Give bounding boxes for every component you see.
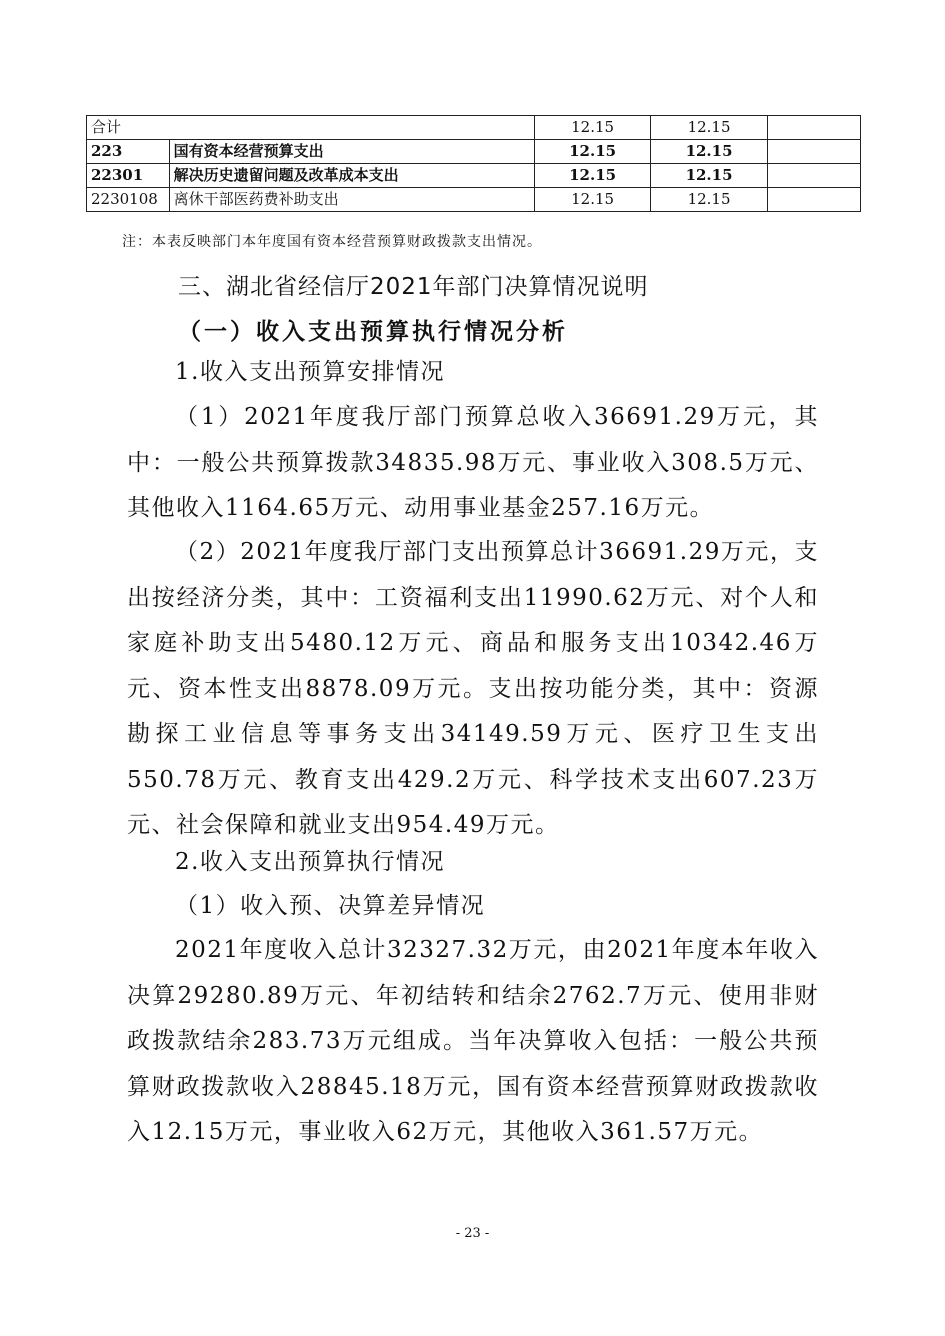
table-cell-value: 12.15 [534,164,650,188]
table-cell-value [767,188,860,212]
paragraph: 1.收入支出预算安排情况 [175,359,445,385]
table-cell-value: 12.15 [534,140,650,164]
table-cell-name: 离休干部医药费补助支出 [169,188,534,212]
table-note: 注：本表反映部门本年度国有资本经营预算财政拨款支出情况。 [122,234,542,250]
table-cell-name: 国有资本经营预算支出 [169,140,534,164]
table-cell-value: 12.15 [651,140,767,164]
table-cell-name: 解决历史遗留问题及改革成本支出 [169,164,534,188]
table-cell-code: 223 [87,140,170,164]
paragraph: （1）收入预、决算差异情况 [175,893,486,919]
table-cell-code: 22301 [87,164,170,188]
table-cell-value: 12.15 [651,188,767,212]
table-row [87,164,861,188]
table-cell-value [767,116,860,140]
table-cell-value: 12.15 [651,164,767,188]
table-cell-value: 12.15 [534,116,650,140]
table-cell-code: 合计 [87,116,535,140]
table-cell-value: 12.15 [651,116,767,140]
table-row [87,188,861,212]
paragraph: （2）2021年度我厅部门支出预算总计36691.29万元，支出按经济分类，其中：工资福利支出11990.62万元、对个人和家庭补助支出5480.12万元、商品和服务支出10342.46万元、资本性支出8878.09万元。支出按功能分类，其中：资源勘探工业信息等事务支出34149.59万元、医疗卫生支出550.78万元、教育支出429.2万元、科学技术支出607.23万元、社会保障和就业支出954.49万元。 [127,539,819,838]
table-cell-code: 2230108 [87,188,170,212]
table-cell-value: 12.15 [534,188,650,212]
subsection-title: （一）收入支出预算执行情况分析 [178,319,568,345]
table-cell-value [767,140,860,164]
table-cell-value [767,164,860,188]
table-row [87,140,861,164]
table-row [87,116,861,140]
paragraph: 2.收入支出预算执行情况 [175,849,445,875]
paragraph: 2021年度收入总计32327.32万元，由2021年度本年收入决算29280.89万元、年初结转和结余2762.7万元、使用非财政拨款结余283.73万元组成。当年决算收入包括：一般公共预算财政拨款收入28845.18万元，国有资本经营预算财政拨款收入12.15万元，事业收入62万元，其他收入361.57万元。 [127,937,819,1145]
section-title: 三、湖北省经信厅2021年部门决算情况说明 [178,274,649,300]
page-number: - 23 - [455,1226,490,1241]
budget-table [86,115,861,212]
paragraph: （1）2021年度我厅部门预算总收入36691.29万元，其中：一般公共预算拨款34835.98万元、事业收入308.5万元、其他收入1164.65万元、动用事业基金257.16万元。 [127,404,819,521]
